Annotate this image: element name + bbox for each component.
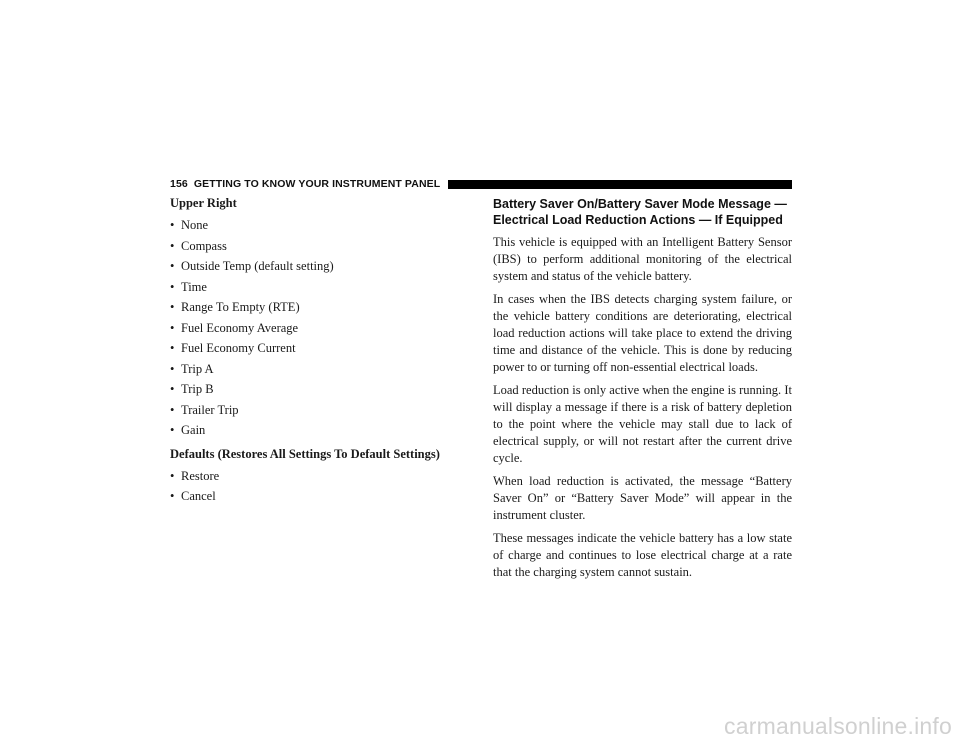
list-item-text: Trip A [181, 361, 214, 376]
right-column [493, 194, 792, 587]
list-item [170, 297, 470, 318]
bullet-icon: • [170, 341, 175, 355]
bullet-icon: • [170, 423, 175, 437]
upper-right-heading: Upper Right [170, 196, 237, 210]
battery-saver-title: Battery Saver On/Battery Saver Mode Message — Electrical Load Reduction Actions — If Equipped [493, 197, 787, 227]
page-number: 156 [170, 178, 188, 190]
bullet-icon: • [170, 382, 175, 396]
list-item [170, 318, 470, 339]
list-item [170, 277, 470, 298]
list-item-text: Fuel Economy Current [181, 341, 296, 355]
list-item-text: None [181, 218, 209, 232]
defaults-heading: Defaults (Restores All Settings To Default Settings) [170, 446, 440, 461]
header-bar [448, 180, 792, 189]
list-item-text: Compass [181, 238, 227, 253]
list-item-text: Fuel Economy Average [181, 320, 299, 335]
list-item [170, 338, 470, 359]
bullet-icon: • [170, 300, 175, 314]
bullet-icon: • [170, 361, 175, 376]
upper-right-list [170, 215, 470, 441]
body-paragraph: In cases when the IBS detects charging system failure, or the vehicle battery conditions are deteriorating, electrical load reduction actions will take place to extend the driving time and distance of the vehicle. This is done by reducing power to or turning off non-essential electrical loads. [493, 292, 792, 374]
list-item [170, 256, 470, 277]
body-paragraph: This vehicle is equipped with an Intelligent Battery Sensor (IBS) to perform additional monitoring of the electrical system and status of the vehicle battery. [493, 235, 792, 283]
list-item-text: Range To Empty (RTE) [181, 300, 300, 314]
list-item [170, 466, 470, 487]
bullet-icon: • [170, 259, 175, 273]
body-paragraph: Load reduction is only active when the engine is running. It will display a message if there is a risk of battery depletion to the point where the vehicle may stall due to lack of electrical supply, or will not restart after the current drive cycle. [493, 383, 792, 465]
list-item-text: Trip B [181, 382, 214, 396]
list-item-text: Time [181, 279, 207, 294]
list-item [170, 215, 470, 236]
page-header-text [170, 178, 440, 190]
list-item-text: Restore [181, 468, 220, 483]
list-item-text: Outside Temp (default setting) [181, 259, 334, 273]
left-column [170, 194, 470, 511]
bullet-icon: • [170, 402, 175, 417]
bullet-icon: • [170, 489, 175, 503]
list-item-text: Trailer Trip [181, 402, 239, 417]
list-item [170, 359, 470, 380]
bullet-icon: • [170, 238, 175, 253]
list-item [170, 420, 470, 441]
list-item [170, 400, 470, 421]
list-item-text: Cancel [181, 489, 216, 503]
list-item [170, 236, 470, 257]
list-item [170, 486, 470, 507]
bullet-icon: • [170, 468, 175, 483]
battery-saver-body [493, 234, 792, 581]
bullet-icon: • [170, 218, 175, 232]
list-item-text: Gain [181, 423, 206, 437]
body-paragraph: When load reduction is activated, the message “Battery Saver On” or “Battery Saver Mode” will appear in the instrument cluster. [493, 474, 792, 522]
body-paragraph: These messages indicate the vehicle battery has a low state of charge and continues to lose electrical charge at a rate that the charging system cannot sustain. [493, 531, 792, 579]
bullet-icon: • [170, 320, 175, 335]
bullet-icon: • [170, 279, 175, 294]
page-header [170, 177, 792, 191]
section-title: GETTING TO KNOW YOUR INSTRUMENT PANEL [193, 178, 441, 190]
defaults-list [170, 466, 470, 507]
watermark: carmanualsonline.info [724, 713, 952, 739]
list-item [170, 379, 470, 400]
